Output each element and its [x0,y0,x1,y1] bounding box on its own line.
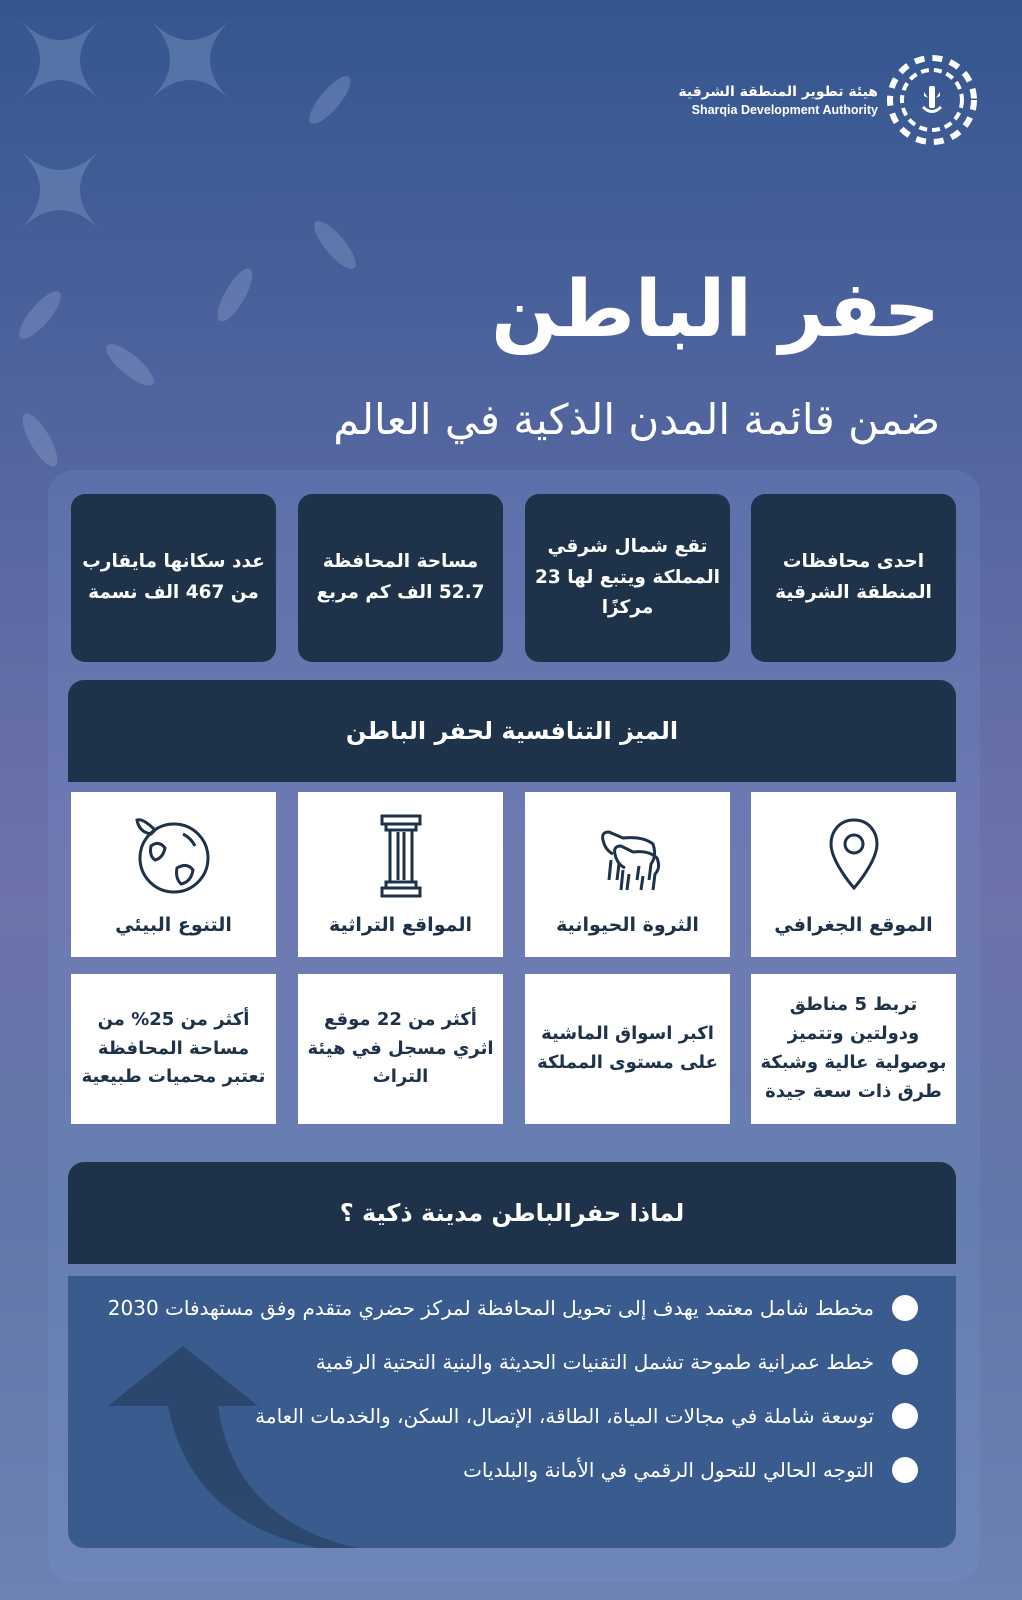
list-item [98,1396,918,1436]
advantage-tile [298,792,503,957]
org-name-arabic: هيئة تطوير المنطقة الشرقية [678,84,878,100]
globe-leaf-icon [129,810,219,900]
advantage-label: التنوع البيئي [115,914,232,936]
why-banner [68,1162,956,1264]
advantage-tile [525,792,730,957]
advantage-tile [71,792,276,957]
bullet-icon [892,1295,918,1321]
advantages-banner [68,680,956,782]
livestock-icon [583,810,673,900]
fact-box: احدى محافظات المنطقة الشرقية [751,494,956,662]
location-pin-icon [809,810,899,900]
advantage-description: اكبر اسواق الماشية على مستوى المملكة [525,974,730,1124]
advantage-label: المواقع التراثية [329,914,472,936]
bullet-icon [892,1403,918,1429]
advantage-description: أكثر من 22 موقع اثري مسجل في هيئة التراث [298,974,503,1124]
advantage-label: الثروة الحيوانية [556,914,699,936]
column-icon [356,810,446,900]
advantage-description: تربط 5 مناطق ودولتين وتتميز بوصولية عالية وشبكة طرق ذات سعة جيدة [751,974,956,1124]
bullet-icon [892,1457,918,1483]
logo-text [560,84,878,117]
reasons-list [68,1276,956,1548]
authority-logo-icon [884,52,980,148]
list-item [98,1288,918,1328]
list-item [98,1450,918,1490]
org-name-english: Sharqia Development Authority [691,103,878,117]
advantages-title: الميز التنافسية لحفر الباطن [345,717,679,745]
why-title: لماذا حفرالباطن مدينة ذكية ؟ [339,1199,685,1227]
list-item [98,1342,918,1382]
fact-box: عدد سكانها مايقارب من 467 الف نسمة [71,494,276,662]
bullet-icon [892,1349,918,1375]
page-title: حفر الباطن [491,265,940,355]
advantage-label: الموقع الجغرافي [774,914,933,936]
reason-text: خطط عمرانية طموحة تشمل التقنيات الحديثة والبنية التحتية الرقمية [315,1350,874,1374]
page-subtitle: ضمن قائمة المدن الذكية في العالم [333,395,940,444]
advantage-description: أكثر من 25% من مساحة المحافظة تعتبر محميات طبيعية [71,974,276,1124]
reason-text: التوجه الحالي للتحول الرقمي في الأمانة والبلديات [463,1458,874,1482]
fact-box: مساحة المحافظة 52.7 الف كم مربع [298,494,503,662]
advantage-tile [751,792,956,957]
reason-text: مخطط شامل معتمد يهدف إلى تحويل المحافظة لمركز حضري متقدم وفق مستهدفات 2030 [107,1296,874,1320]
reason-text: توسعة شاملة في مجالات المياة، الطاقة، الإتصال، السكن، والخدمات العامة [255,1404,874,1428]
fact-box: تقع شمال شرقي المملكة ويتبع لها 23 مركزًا [525,494,730,662]
